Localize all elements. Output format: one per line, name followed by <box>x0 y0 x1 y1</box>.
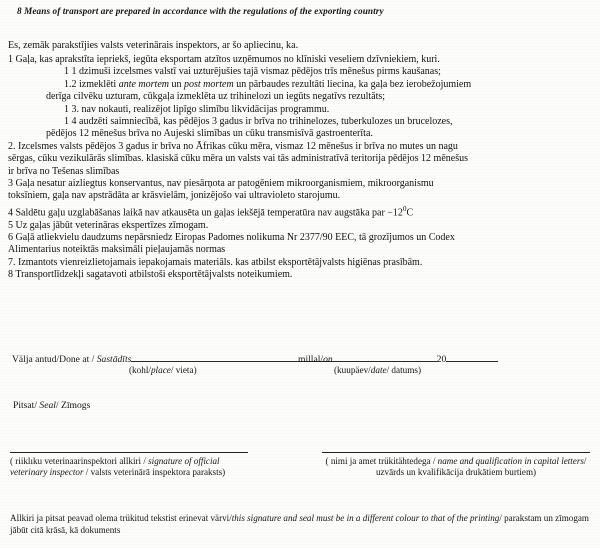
signature-block-inspector <box>10 452 248 479</box>
colour-requirement-footnote <box>10 513 592 536</box>
place-field-hint <box>129 365 197 375</box>
seal-label-pre: Pitsat/ <box>13 400 40 411</box>
clause-list <box>8 54 594 282</box>
footnote-estonian: Allkiri ja pitsat peavad olema trükitud tekstist erinevat värvi/ <box>10 513 232 523</box>
footnote-latvian: / parakstam un zīmogam jābūt citā krāsā, kā dokuments <box>10 513 589 535</box>
clause-4 <box>8 203 594 220</box>
signature-block-name-qualification <box>322 452 590 479</box>
footnote-english: this signature and seal must be in a different colour to that of the printing <box>231 513 500 523</box>
declaration-intro: Es, zemāk parakstījies valsts veterinārais inspektors, ar šo apliecinu, ka. <box>8 40 299 51</box>
year-input-line[interactable] <box>446 352 498 362</box>
clause-1-2-pre: 1.2 izmeklēti <box>64 78 119 90</box>
date-field-label-estonian: on <box>323 354 333 365</box>
place-field-label-pre: Välja antud/Done at / <box>12 354 97 365</box>
inspector-caption-english-b: of official veterinary inspector <box>10 456 220 478</box>
seal-label-post: / Zīmogs <box>55 400 91 411</box>
clause-1: 1 Gaļa, kas aprakstīta iepriekš, iegūta eksportam atzītos uzņēmumos no klīniski veseliem dzīvniekiem, kuri. <box>8 54 440 65</box>
date-hint-english: date <box>370 365 387 375</box>
inspector-caption-latvian-end: inspektora paraksts) <box>152 467 226 478</box>
signature-caption-inspector <box>10 456 248 479</box>
date-field-hint <box>334 365 421 375</box>
date-input-line[interactable] <box>333 352 437 362</box>
clause-3-continuation: toksīniem, gaļa nav apstrādāta ar krāsvielām, jonizējošo vai ultravioleto starojumu. <box>8 190 341 202</box>
clause-1-2 <box>8 79 594 91</box>
clause-1-4: 1 4 audzēti saimniecībā, kas pēdējos 3 gadus ir brīva no trihinelozes, tuberkulozes un brucelozes, <box>64 116 453 128</box>
name-caption-latvian-end: burtiem) <box>504 467 537 478</box>
ante-mortem-term: ante mortem <box>118 78 169 90</box>
place-hint-post: / vieta) <box>170 365 197 375</box>
clause-1-3: 1 3. nav nokauti, realizējot lipīgo slimību likvidācijas programmu. <box>64 103 330 115</box>
name-caption-estonian: ( nimi ja amet trükitähtedega / <box>325 456 438 466</box>
clause-1-2-continuation: derīga cilvēku uzturam, cūkgaļa izmeklēta uz trihinelozi un iegūts negatīvs rezultāts; <box>46 91 386 103</box>
place-hint-pre: (kohl/ <box>129 365 151 375</box>
temperature-unit: C <box>406 207 414 219</box>
clause-2-continuation-a: sērgas, cūku vezikulārās slimības. klasiskā cūku mēra un valsts vai tās administratīvā teritorija pēdējos 12 mēnešus <box>8 153 468 165</box>
clause-3: 3 Gaļa nesatur aizliegtus konservantus, nav piesārņota ar patogēniem mikroorganismiem, mikroorganismu <box>8 178 434 190</box>
clause-1-2-post: un pārbaudes rezultāti liecina, ka gaļa bez ierobežojumiem <box>233 78 472 90</box>
clause-5: 5 Uz gaļas jābūt veterināras ekspertīzes zīmogam. <box>8 219 209 231</box>
post-mortem-term: post mortem <box>184 78 234 90</box>
name-caption-english-a: name and qualification <box>437 456 523 466</box>
clause-2-continuation-b: ir brīva no Tešenas slimības <box>8 165 120 177</box>
date-hint-post: / datums) <box>386 365 422 375</box>
clause-2: 2. Izcelsmes valsts pēdējos 3 gadus ir brīva no Āfrikas cūku mēra, vismaz 12 mēnešus ir brīva no mutes un nagu <box>8 140 458 152</box>
clause-1-4-continuation: pēdējos 12 mēnešus brīva no Aujeski slimības un cūku transmisīvā gastroenterīta. <box>46 128 373 140</box>
year-prefix: 20 <box>436 354 447 365</box>
date-field <box>298 352 498 365</box>
inspector-caption-latvian: / valsts veterinārā <box>83 467 150 478</box>
name-caption-latvian: / uzvārds un kvalifikācija drukātiem <box>375 456 587 478</box>
clause-1-1: 1 1 dzimuši izcelsmes valstī vai uzturējušies tajā vismaz pēdējos trīs mēnešus pirms kaušanas; <box>64 66 441 78</box>
signature-line-name[interactable] <box>322 452 590 453</box>
clause-4-pre: 4 Saldētu gaļu uzglabāšanas laikā nav atkausēta un gaļas iekšējā temperatūra nav augstāka par <box>8 207 388 219</box>
clause-6: 6 Gaļā atliekvielu daudzums nepārsniedz Eiropas Padomes nolikuma Nr 2377/90 EEC, tā grozījumos un Codex <box>8 232 455 244</box>
inspector-caption-estonian: ( riiklıku veterinaarinspektori allkiri / <box>10 456 149 466</box>
seal-label <box>13 400 90 411</box>
date-field-label-pre: millal/ <box>298 354 324 365</box>
clause-7: 7. Izmantots vienreizlietojamais iepakojamais materiāls. kas atbilst eksportētājvalsts higiēnas prasībām. <box>8 256 423 268</box>
signature-caption-name <box>322 456 590 479</box>
degree-symbol: 0 <box>402 204 407 213</box>
date-hint-pre: (kuupäev/ <box>334 365 371 375</box>
clause-6-continuation: Alimentarius noteiktās maksimāli pieļaujamās normas <box>8 244 226 256</box>
clause-1-2-mid: un <box>169 78 184 90</box>
clause-8: 8 Transportlīdzekļi sagatavoti atbilstoši eksportētājvalsts noteikumiem. <box>8 269 293 281</box>
storage-temperature-value: −12 <box>387 207 403 219</box>
seal-label-english: Seal <box>39 400 56 411</box>
place-hint-english: place <box>150 365 171 375</box>
name-caption-english-b: in capital letters <box>524 456 584 466</box>
signature-line-inspector[interactable] <box>10 452 248 453</box>
transport-clause-heading: 8 Means of transport are prepared in accordance with the regulations of the exporting country <box>17 6 384 16</box>
inspector-caption-english-a: signature <box>148 456 183 466</box>
place-field-label-latvian: Sastādīts <box>96 354 132 365</box>
